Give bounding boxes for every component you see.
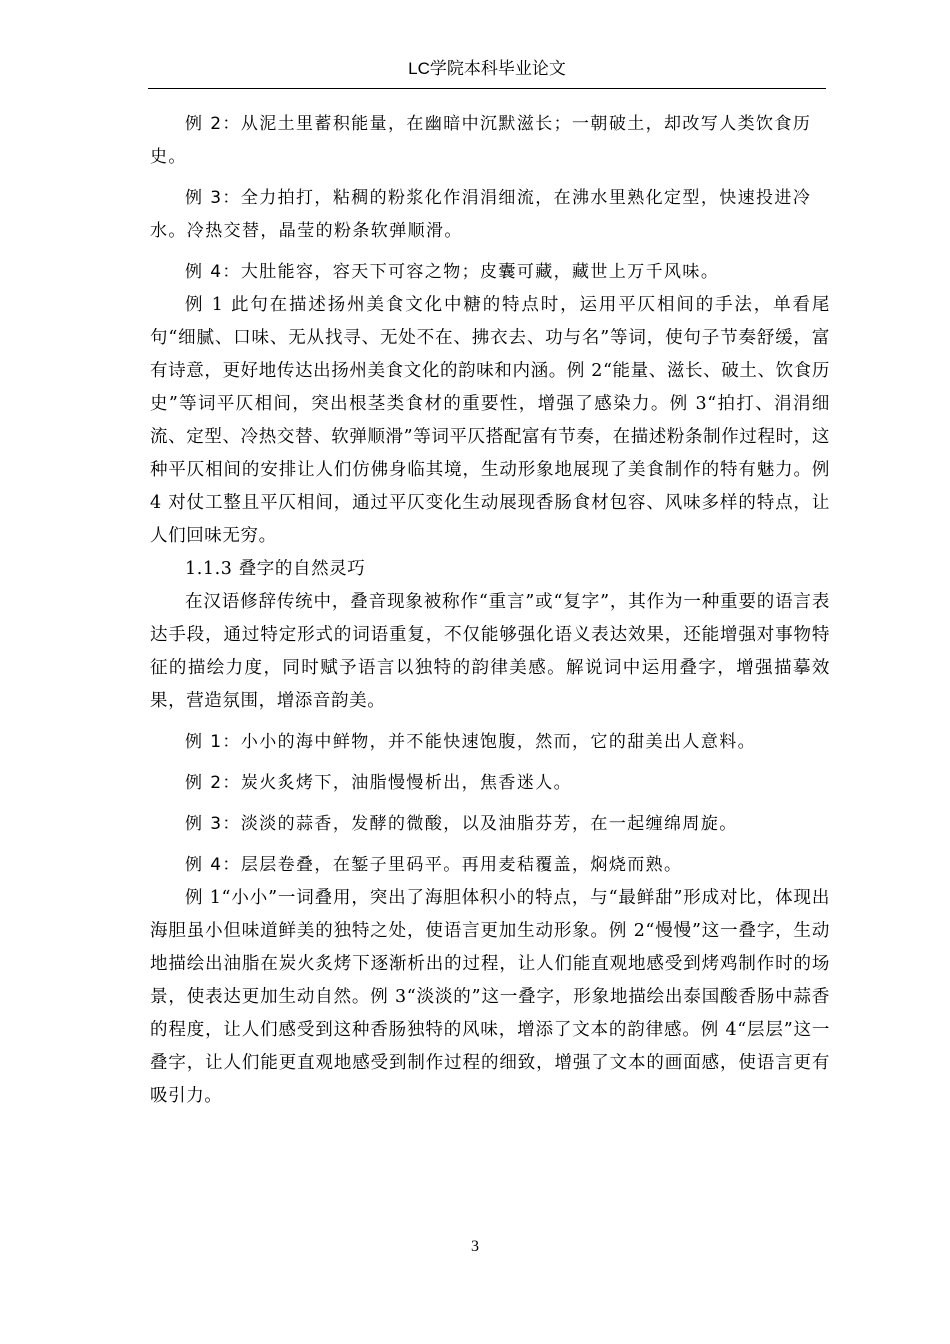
page-number: 3 xyxy=(471,1238,479,1255)
intro-paragraph: 在汉语修辞传统中，叠音现象被称作“重言”或“复字”，其作为一种重要的语言表达手段，通过特定形式的词语重复，不仅能够强化语义表达效果，还能增强对事物特征的描绘力度，同时赋予语言以独特的韵律美感。解说词中运用叠字，增强描摹效果，营造氛围，增添音韵美。 xyxy=(150,592,830,711)
example-paragraph: 例 3：淡淡的蒜香，发酵的微酸，以及油脂芬芳，在一起缠绵周旋。 xyxy=(185,814,738,834)
page-body xyxy=(150,108,830,1113)
analysis-paragraph: 例 1“小小”一词叠用，突出了海胆体积小的特点，与“最鲜甜”形成对比，体现出海胆虽小但味道鲜美的独特之处，使语言更加生动形象。例 2“慢慢”这一叠字，生动地描绘出油脂在炭火炙烤下逐渐析出的过程，让人们能直观地感受到烤鸡制作时的场景，使表达更加生动自然。例 3“淡淡的”这一叠字，形象地描绘出泰国酸香肠中蒜香的程度，让人们感受到这种香肠独特的风味，增添了文本的韵律感。例 4“层层”这一叠字，让人们能更直观地感受到制作过程的细致，增强了文本的画面感，使语言更有吸引力。 xyxy=(150,888,830,1106)
example-paragraph: 例 2：炭火炙烤下，油脂慢慢析出，焦香迷人。 xyxy=(185,773,573,793)
analysis-paragraph: 例 1 此句在描述扬州美食文化中糖的特点时，运用平仄相间的手法，单看尾句“细腻、口味、无从找寻、无处不在、拂衣去、功与名”等词，使句子节奏舒缓，富有诗意，更好地传达出扬州美食文化的韵味和内涵。例 2“能量、滋长、破土、饮食历史”等词平仄相间，突出根茎类食材的重要性，增强了感染力。例 3“拍打、涓涓细流、定型、冷热交替、软弹顺滑”等词平仄搭配富有节奏，在描述粉条制作过程时，这种平仄相间的安排让人们仿佛身临其境，生动形象地展现了美食制作的特有魅力。例 4 对仗工整且平仄相间，通过平仄变化生动展现香肠食材包容、风味多样的特点，让人们回味无穷。 xyxy=(150,295,830,546)
section-heading: 1.1.3 叠字的自然灵巧 xyxy=(185,559,366,579)
page-header xyxy=(148,58,826,89)
example-paragraph: 例 4：大肚能容，容天下可容之物；皮囊可藏，藏世上万千风味。 xyxy=(185,262,720,282)
example-paragraph: 例 3：全力拍打，粘稠的粉浆化作涓涓细流，在沸水里熟化定型，快速投进冷水。冷热交替，晶莹的粉条软弹顺滑。 xyxy=(150,188,812,241)
example-paragraph: 例 4：层层卷叠，在錾子里码平。再用麦秸覆盖，焖烧而熟。 xyxy=(185,855,683,875)
example-paragraph: 例 2：从泥土里蓄积能量，在幽暗中沉默滋长；一朝破土，却改写人类饮食历史。 xyxy=(150,114,812,167)
example-paragraph: 例 1：小小的海中鲜物，并不能快速饱腹，然而，它的甜美出人意料。 xyxy=(185,732,757,752)
header-title: LC学院本科毕业论文 xyxy=(408,59,566,78)
